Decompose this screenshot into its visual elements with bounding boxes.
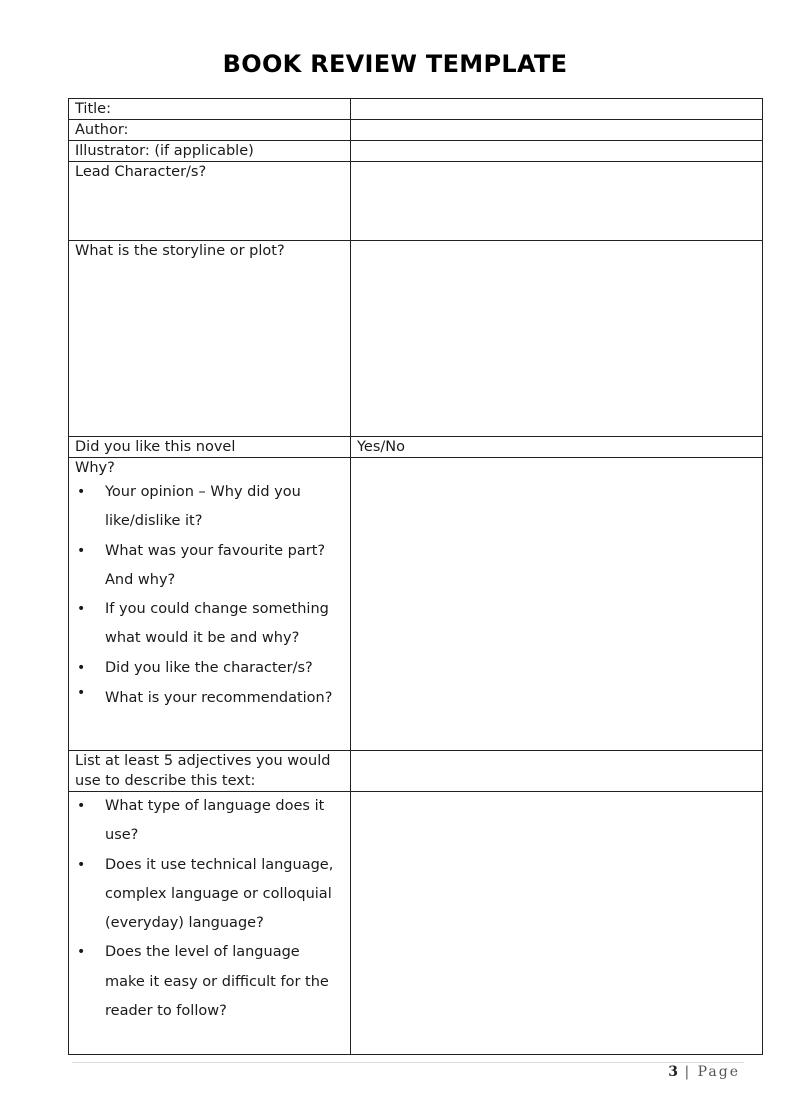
list-item: • Your opinion – Why did you like/dislike it? [75,478,344,537]
table-row-language [69,792,763,1055]
language-bullet-list [75,792,344,1026]
table-row-why [69,458,763,751]
liked-novel-label: Did you like this novel [69,437,351,458]
language-field[interactable] [351,792,763,1055]
author-field[interactable] [351,120,763,141]
page-label: Page [697,1064,740,1080]
table-row-liked-novel [69,437,763,458]
table-row-storyline [69,241,763,437]
table-row-author [69,120,763,141]
footer-divider [72,1062,744,1063]
why-label: Why? [75,460,115,476]
table-row-lead-characters [69,162,763,241]
table-row-title [69,99,763,120]
language-cell [69,792,351,1055]
book-review-table [68,98,763,1055]
why-cell [69,458,351,751]
illustrator-label: Illustrator: (if applicable) [69,141,351,162]
title-label: Title: [69,99,351,120]
document-title: BOOK REVIEW TEMPLATE [222,50,568,78]
table-row-adjectives [69,751,763,792]
list-item: • What type of language does it use? [75,792,344,851]
list-item: • What was your favourite part? And why? [75,537,344,596]
liked-novel-field[interactable]: Yes/No [351,437,763,458]
author-label: Author: [69,120,351,141]
list-item: • Does the level of language make it easy or difficult for the reader to follow? [75,938,344,1026]
adjectives-field[interactable] [351,751,763,792]
storyline-field[interactable] [351,241,763,437]
list-item: • What is your recommendation? [75,683,344,708]
list-item: • Does it use technical language, complex language or colloquial (everyday) language? [75,851,344,939]
adjectives-label: List at least 5 adjectives you would use to describe this text: [69,751,351,792]
list-item: • Did you like the character/s? [75,654,344,683]
why-bullet-list [75,478,344,708]
footer-separator: | [684,1064,692,1080]
title-field[interactable] [351,99,763,120]
table-row-illustrator [69,141,763,162]
why-field[interactable] [351,458,763,751]
page-footer [668,1064,740,1080]
storyline-label: What is the storyline or plot? [69,241,351,437]
list-item: • If you could change something what would it be and why? [75,595,344,654]
illustrator-field[interactable] [351,141,763,162]
page-number: 3 [668,1064,678,1080]
lead-characters-label: Lead Character/s? [69,162,351,241]
lead-characters-field[interactable] [351,162,763,241]
